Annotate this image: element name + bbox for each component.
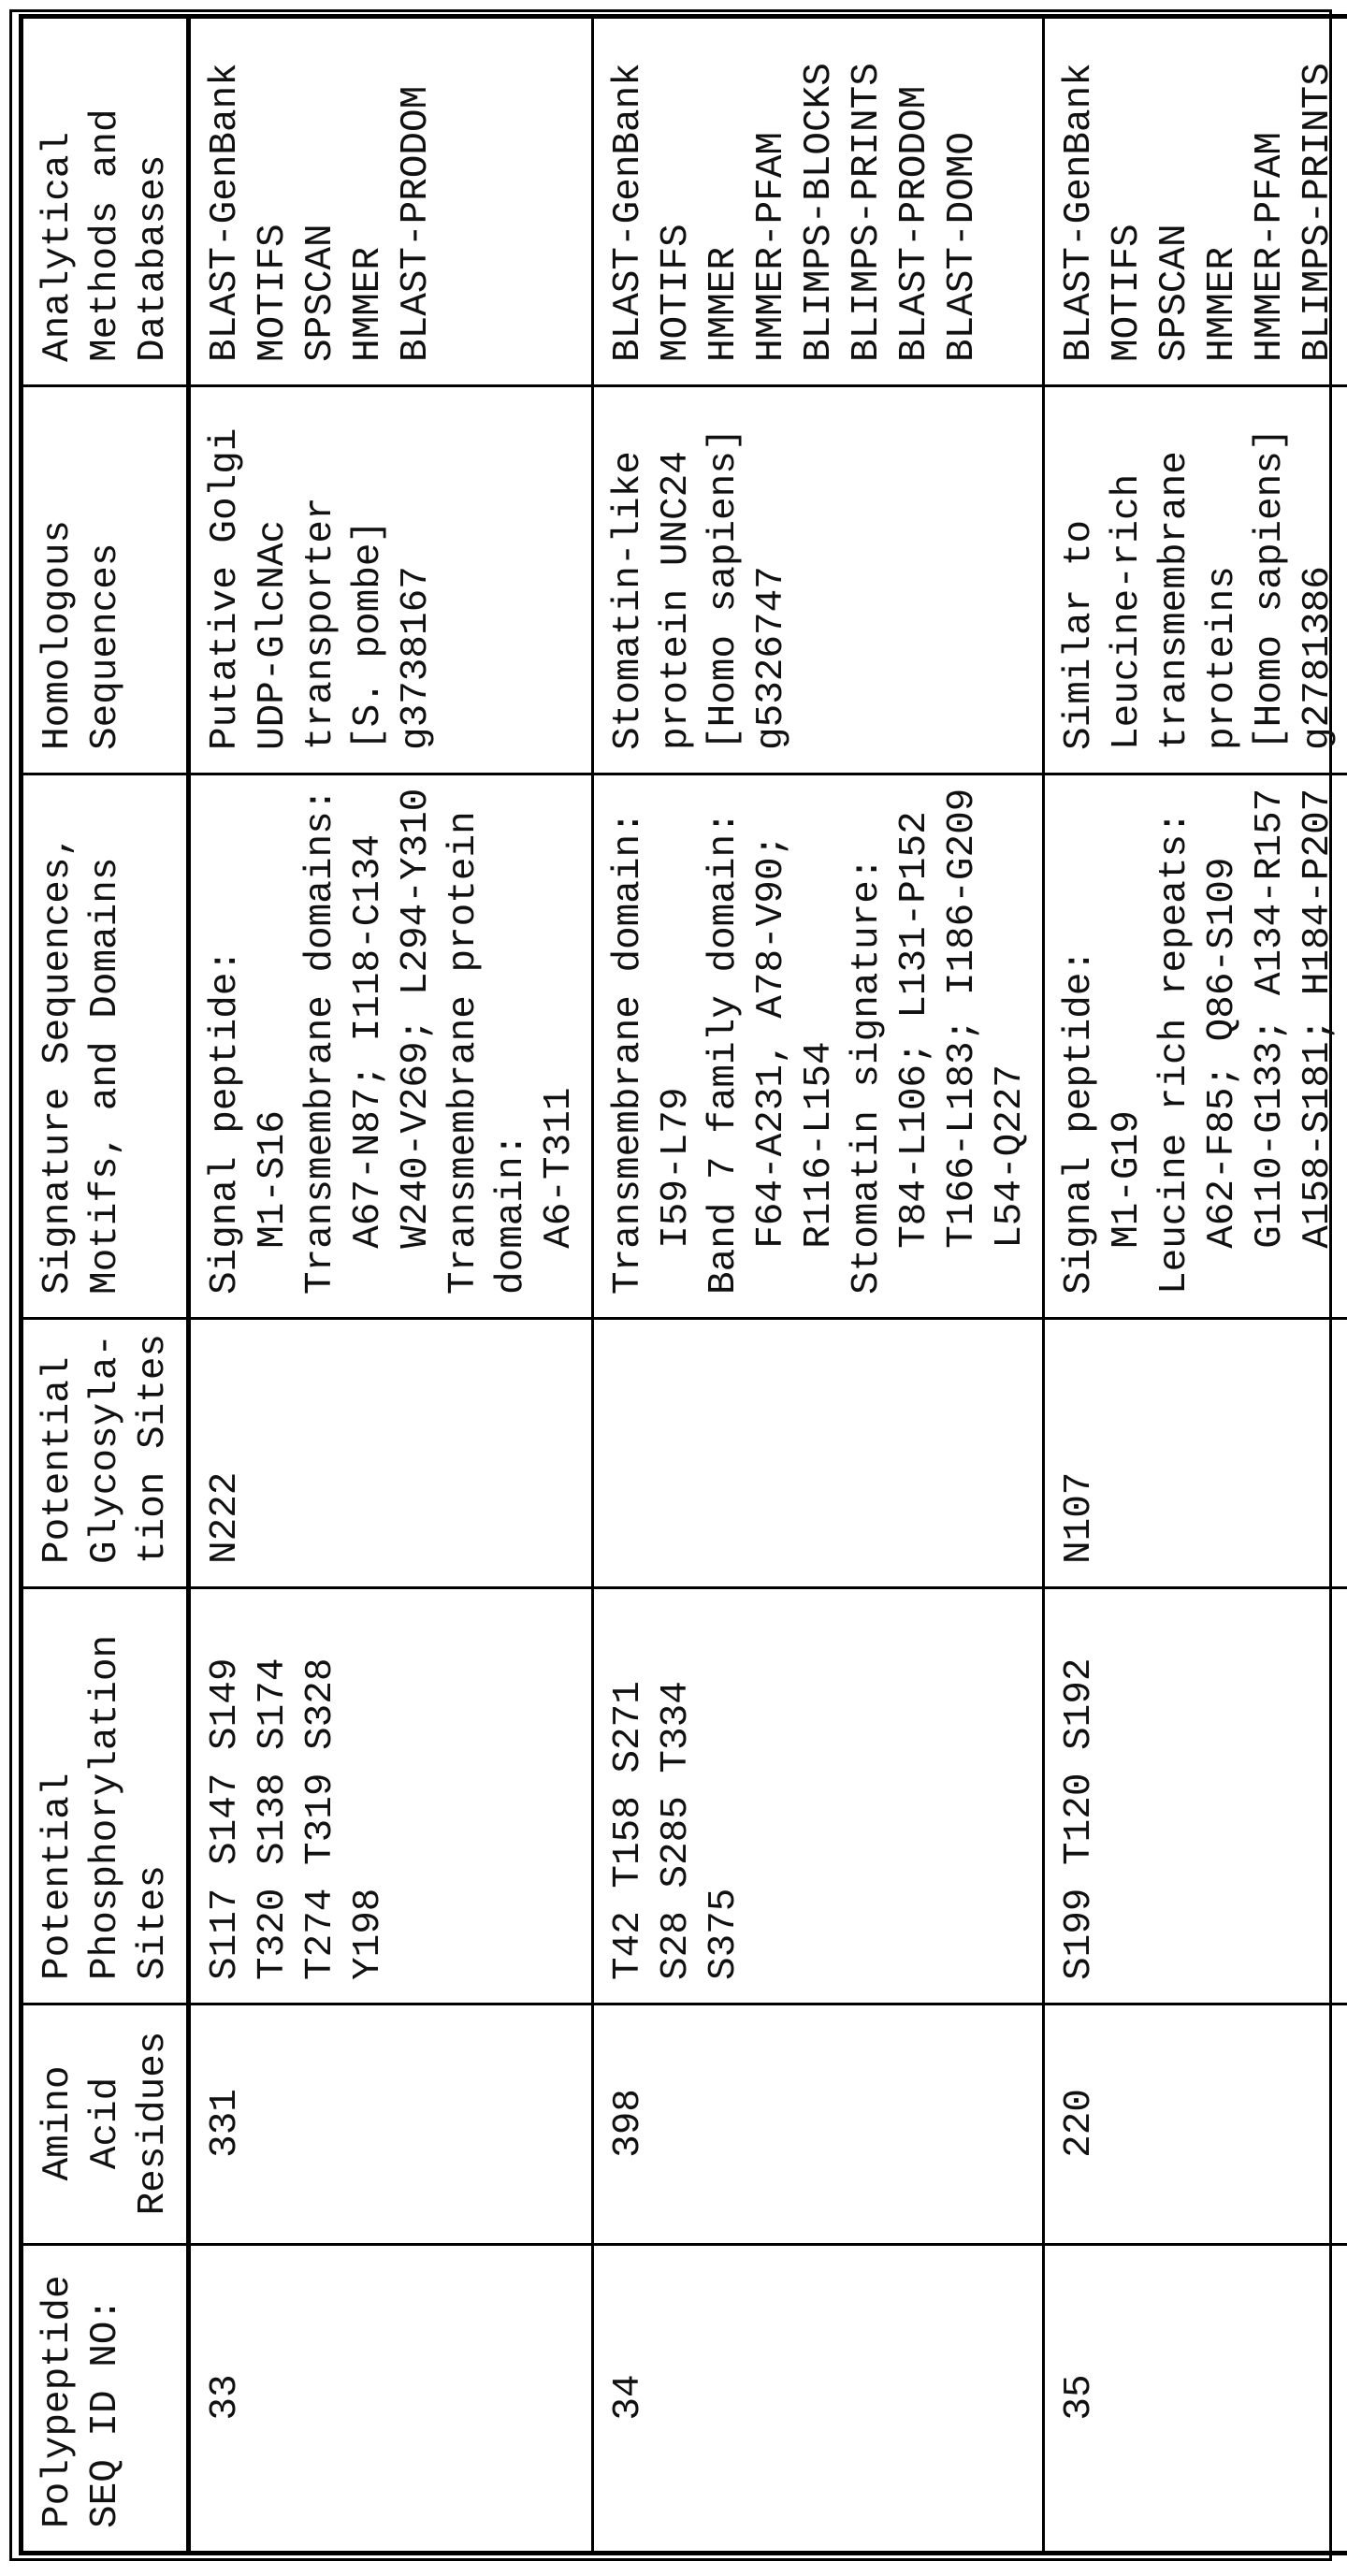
cell-methods <box>593 17 1044 386</box>
cell-text-line: I59-L79 <box>653 796 701 1295</box>
header-text-line: Acid <box>82 2026 130 2221</box>
cell-homologous <box>593 386 1044 774</box>
cell-signature <box>593 774 1044 1319</box>
header-text-line: Databases <box>130 39 178 362</box>
header-text-line: Homologous <box>35 408 82 750</box>
cell-text-line: Putative Golgi <box>202 408 250 750</box>
header-text-line: Potential <box>35 1340 82 1564</box>
cell-text-line: Band 7 family domain: <box>701 796 748 1295</box>
cell-text-line: Stomatin signature: <box>844 796 891 1295</box>
cell-text-line: A158-S181; H184-P207 <box>1295 796 1342 1295</box>
cell-text-line: R116-L154 <box>796 796 844 1295</box>
cell-text-line: Transmembrane domain: <box>605 796 653 1295</box>
cell-text-line: M1-G19 <box>1104 796 1151 1295</box>
cell-text-line: Leucine rich repeats: <box>1151 796 1199 1295</box>
cell-text-line: Leucine-rich <box>1104 408 1151 750</box>
rotated-table-wrapper <box>19 19 1324 2555</box>
cell-text-line: Similar to <box>1056 408 1104 750</box>
cell-text-line: 35 <box>1056 2266 1104 2528</box>
header-text-line: SEQ ID NO: <box>82 2266 130 2528</box>
cell-text-line: 398 <box>605 2026 653 2221</box>
cell-text-line: BLAST-GenBank <box>202 39 250 362</box>
cell-text-line: g3738167 <box>393 408 441 750</box>
cell-homologous <box>189 386 593 774</box>
polypeptide-table <box>19 14 1347 2555</box>
cell-text-line: SPSCAN <box>1151 39 1199 362</box>
cell-text-line: g5326747 <box>748 408 796 750</box>
header-text-line: Polypeptide <box>35 2266 82 2528</box>
cell-text-line: BLIMPS-PRINTS <box>844 39 891 362</box>
cell-text-line: BLIMPS-BLOCKS <box>796 39 844 362</box>
cell-seq-id <box>189 2245 593 2554</box>
cell-text-line: Y198 <box>345 1610 393 1980</box>
header-signature <box>22 774 189 1319</box>
cell-text-line: S375 <box>701 1610 748 1980</box>
cell-text-line: HMMER <box>1199 39 1247 362</box>
cell-text-line: BLAST-GenBank <box>605 39 653 362</box>
cell-text-line: S199 T120 S192 <box>1056 1610 1104 1980</box>
cell-text-line: transmembrane <box>1151 408 1199 750</box>
header-homologous <box>22 386 189 774</box>
cell-signature <box>1044 774 1347 1319</box>
header-text-line: Residues <box>130 2026 178 2221</box>
cell-text-line: proteins <box>1199 408 1247 750</box>
cell-text-line: 220 <box>1056 2026 1104 2221</box>
cell-text-line: N107 <box>1056 1340 1104 1564</box>
cell-text-line: T84-L106; L131-P152 <box>891 796 939 1295</box>
cell-text-line: HMMER <box>345 39 393 362</box>
header-text-line: Sites <box>130 1610 178 1980</box>
cell-text-line: Signal peptide: <box>202 796 250 1295</box>
cell-text-line: T42 T158 S271 <box>605 1610 653 1980</box>
cell-text-line: G110-G133; A134-R157 <box>1247 796 1295 1295</box>
header-phospho <box>22 1588 189 2004</box>
header-text-line: tion Sites <box>130 1340 178 1564</box>
cell-glyco <box>593 1319 1044 1588</box>
header-text-line: Sequences <box>82 408 130 750</box>
cell-text-line: T166-L183; I186-G209 <box>939 796 987 1295</box>
cell-text-line: T320 S138 S174 <box>250 1610 297 1980</box>
cell-text-line: MOTIFS <box>653 39 701 362</box>
header-methods <box>22 17 189 386</box>
header-glyco <box>22 1319 189 1588</box>
header-seq-id <box>22 2245 189 2554</box>
cell-phospho <box>189 1588 593 2004</box>
header-text-line: Amino <box>35 2026 82 2221</box>
cell-residues <box>189 2004 593 2245</box>
header-text-line: Methods and <box>82 39 130 362</box>
cell-text-line: SPSCAN <box>297 39 345 362</box>
cell-text-line: BLAST-PRODOM <box>891 39 939 362</box>
cell-text-line: BLAST-PRODOM <box>393 39 441 362</box>
header-text-line: Signature Sequences, <box>35 796 82 1295</box>
cell-text-line: MOTIFS <box>1104 39 1151 362</box>
table-row <box>189 17 593 2554</box>
cell-methods <box>189 17 593 386</box>
cell-text-line: F64-A231, A78-V90; <box>748 796 796 1295</box>
cell-residues <box>1044 2004 1347 2245</box>
header-text-line: Phosphorylation <box>82 1610 130 1980</box>
cell-text-line: M1-S16 <box>250 796 297 1295</box>
cell-text-line: BLIMPS-PRINTS <box>1295 39 1342 362</box>
cell-text-line: T274 T319 S328 <box>297 1610 345 1980</box>
header-row <box>22 17 189 2554</box>
header-text-line: Analytical <box>35 39 82 362</box>
cell-text-line: Signal peptide: <box>1056 796 1104 1295</box>
cell-text-line: [Homo sapiens] <box>1247 408 1295 750</box>
cell-phospho <box>1044 1588 1347 2004</box>
cell-text-line: 34 <box>605 2266 653 2528</box>
header-text-line: Motifs, and Domains <box>82 796 130 1295</box>
cell-glyco <box>1044 1319 1347 1588</box>
table-row <box>1044 17 1347 2554</box>
cell-text-line: BLAST-GenBank <box>1056 39 1104 362</box>
header-text-line: Potential <box>35 1610 82 1980</box>
cell-text-line: MOTIFS <box>250 39 297 362</box>
cell-text-line: Transmembrane domains: <box>297 796 345 1295</box>
cell-text-line: g2781386 <box>1295 408 1342 750</box>
cell-text-line: HMMER <box>701 39 748 362</box>
cell-phospho <box>593 1588 1044 2004</box>
cell-text-line: S117 S147 S149 <box>202 1610 250 1980</box>
cell-seq-id <box>593 2245 1044 2554</box>
cell-text-line: HMMER-PFAM <box>748 39 796 362</box>
cell-methods <box>1044 17 1347 386</box>
cell-text-line: L54-Q227 <box>987 796 1035 1295</box>
cell-homologous <box>1044 386 1347 774</box>
cell-text-line: A6-T311 <box>536 796 584 1295</box>
cell-text-line: A67-N87; I118-C134 <box>345 796 393 1295</box>
cell-text-line: Stomatin-like <box>605 408 653 750</box>
cell-text-line: 33 <box>202 2266 250 2528</box>
cell-text-line: transporter <box>297 408 345 750</box>
cell-text-line: domain: <box>488 796 536 1295</box>
cell-text-line: A62-F85; Q86-S109 <box>1199 796 1247 1295</box>
cell-text-line: [S. pombe] <box>345 408 393 750</box>
cell-text-line: protein UNC24 <box>653 408 701 750</box>
cell-text-line: Transmembrane protein <box>441 796 488 1295</box>
header-residues <box>22 2004 189 2245</box>
cell-text-line: [Homo sapiens] <box>701 408 748 750</box>
cell-signature <box>189 774 593 1319</box>
cell-residues <box>593 2004 1044 2245</box>
cell-text-line: UDP-GlcNAc <box>250 408 297 750</box>
cell-seq-id <box>1044 2245 1347 2554</box>
header-text-line: Glycosyla- <box>82 1340 130 1564</box>
cell-text-line: HMMER-PFAM <box>1247 39 1295 362</box>
table-body <box>189 17 1347 2554</box>
cell-text-line: BLAST-DOMO <box>939 39 987 362</box>
cell-text-line: 331 <box>202 2026 250 2221</box>
cell-text-line: S28 S285 T334 <box>653 1610 701 1980</box>
cell-text-line: W240-V269; L294-Y310 <box>393 796 441 1295</box>
table-row <box>593 17 1044 2554</box>
cell-glyco <box>189 1319 593 1588</box>
cell-text-line: N222 <box>202 1340 250 1564</box>
